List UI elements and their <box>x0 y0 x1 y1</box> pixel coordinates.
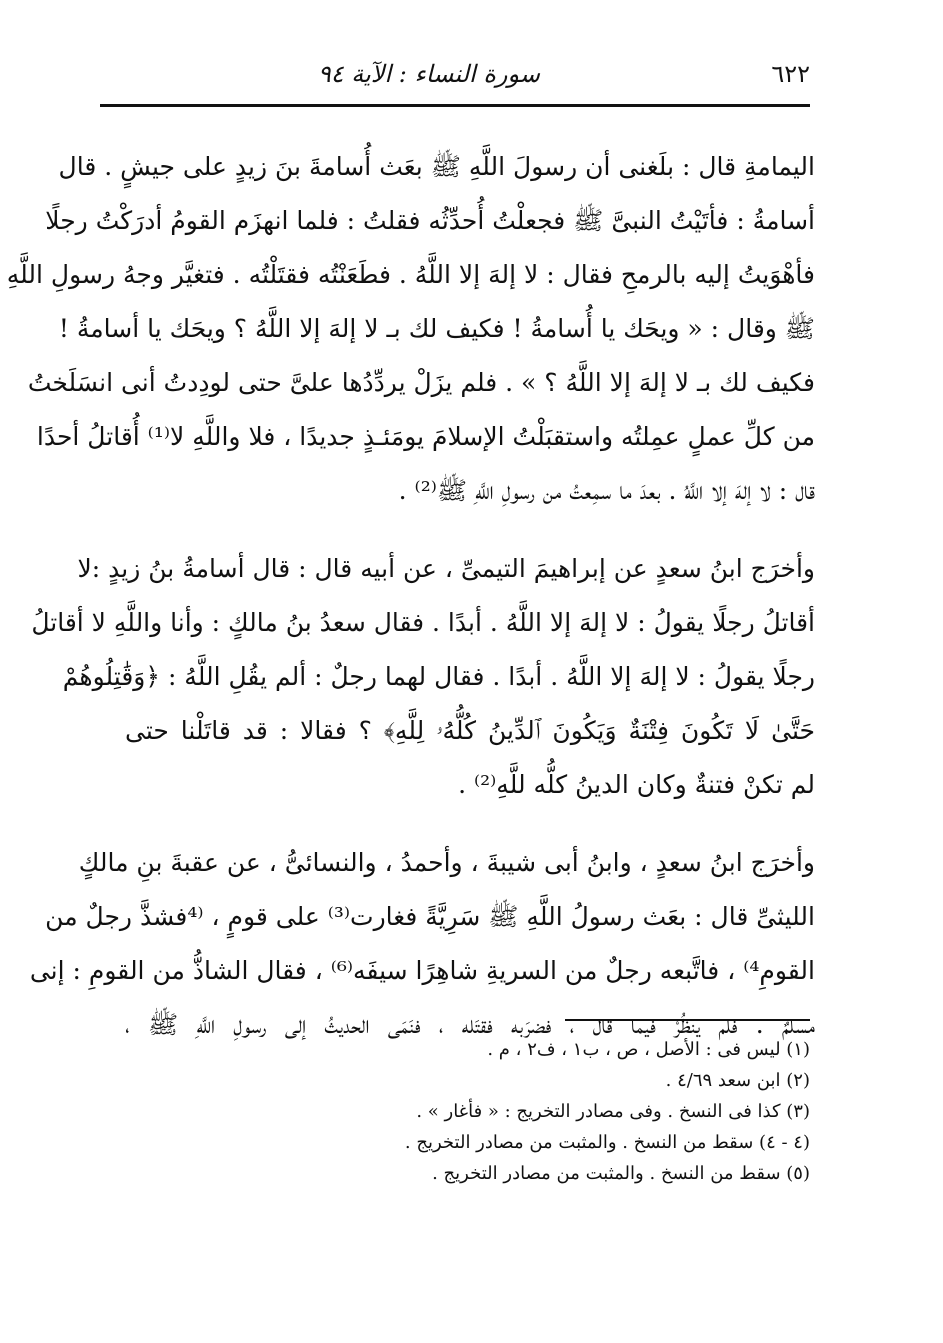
quran-verse-line: حَتَّىٰ لَا تَكُونَ فِتْنَةٌ وَيَكُونَ ٱلدِّينُ كُلُّهُۥ لِلَّهِ﴾ ؟ فقالا : قد قاتَلْنا حتى <box>125 716 815 745</box>
text-line: مسلمٌ . فلم ينظُرْ فيما قال ، فضرَبه فقتَله ، فنَمَى الحديثُ إلى رسولِ اللَّهِ ﷺ ، <box>125 1010 815 1039</box>
footnote-4: (٤ - ٤) سقط من النسخ . والمثبت من مصادر التخريج . <box>404 1132 810 1153</box>
footnotes <box>150 1034 810 1189</box>
page-header <box>100 55 810 95</box>
paragraph-gap <box>125 812 815 836</box>
footnote-3: (٣) كذا فى النسخ . وفى مصادر التخريج : « فأغار » . <box>416 1101 810 1122</box>
page-number: ٦٢٢ <box>771 60 810 88</box>
text-line: فكيف لك بـ لا إلهَ إلا اللَّهُ ؟ » . فلم يزَلْ يردِّدُها علىَّ حتى لودِدتُ أنى انسَلَختُ <box>27 368 815 397</box>
text-line: الليثىِّ قال : بعَث رسولُ اللَّهِ ﷺ سَرِيَّةً فغارت⁽³⁾ على قومٍ ، ⁽⁴فشذَّ رجلٌ من <box>45 902 815 931</box>
paragraph-gap <box>125 518 815 542</box>
text-line: أسامةُ : فأتَيْتُ النبىَّ ﷺ فجعلْتُ أُحدِّثُه فقلتُ : فلما انهزَم القومُ أدرَكْتُ رجلًا <box>45 206 815 235</box>
text-line: أقاتلُ رجلًا يقولُ : لا إلهَ إلا اللَّهُ . أبدًا . فقال سعدُ بنُ مالكٍ : وأنا واللَّهِ لا أقاتلُ <box>31 608 815 637</box>
text-line: القومِ⁴⁾ ، فاتَّبعه رجلٌ من السريةِ شاهِرًا سيفَه⁽⁶⁾ ، فقال الشاذُّ من القومِ : إنى <box>29 956 815 985</box>
paragraph-1 <box>6 140 815 518</box>
text-line: قال : لا إلهَ إلا اللَّهُ . بعدَ ما سمِعتُ من رسولِ اللَّهِ ﷺ⁽²⁾ . <box>398 476 815 505</box>
text-line: اليمامةِ قال : بلَغنى أن رسولَ اللَّهِ ﷺ بعَث أُسامةَ بنَ زيدٍ على جيشٍ . قال <box>58 152 815 181</box>
footnote-1: (١) ليس فى : الأصل ، ص ، ب١ ، ف٢ ، م . <box>487 1039 810 1060</box>
paragraph-2 <box>31 542 815 812</box>
text-line: من كلِّ عملٍ عمِلتُه واستقبَلْتُ الإسلامَ يومَئـذٍ جديدًا ، فلا واللَّهِ لا⁽¹⁾ أُقاتلُ أحدًا <box>36 422 815 451</box>
text-line: رجلًا يقولُ : لا إلهَ إلا اللَّهُ . أبدًا . فقال لهما رجلٌ : ألم يقُلِ اللَّهُ : ﴿وَقَٰتِلُوهُمْ <box>62 662 815 691</box>
text-line: لم تكنْ فتنةٌ وكان الدينُ كلُّه للَّهِ⁽²⁾ . <box>458 770 815 799</box>
text-line: ﷺ وقال : « ويحَك يا أُسامةُ ! فكيف لك بـ لا إلهَ إلا اللَّهُ ؟ ويحَك يا أسامةُ ! <box>58 314 815 343</box>
footnote-separator <box>565 1019 810 1021</box>
running-title: سورة النساء : الآية ٩٤ <box>317 60 540 88</box>
footnote-2: (٢) ابن سعد ٤/٦٩ . <box>665 1070 810 1091</box>
footnote-5: (٥) سقط من النسخ . والمثبت من مصادر التخريج . <box>432 1163 810 1184</box>
text-line: فأهْوَيتُ إليه بالرمحِ فقال : لا إلهَ إلا اللَّهُ . فطَعَنْتُه فقتَلْتُه . فتغيَّر وجهُ رسولِ اللَّهِ <box>6 260 815 289</box>
header-rule <box>100 104 810 107</box>
text-line: وأخرَج ابنُ سعدٍ عن إبراهيمَ التيمىِّ ، عن أبيه قال : قال أسامةُ بنُ زيدٍ :لا <box>77 554 815 583</box>
main-text <box>6 140 815 1052</box>
text-line: وأخرَج ابنُ سعدٍ ، وابنُ أبى شيبةَ ، وأحمدُ ، والنسائىُّ ، عن عقبةَ بنِ مالكٍ <box>78 848 815 877</box>
